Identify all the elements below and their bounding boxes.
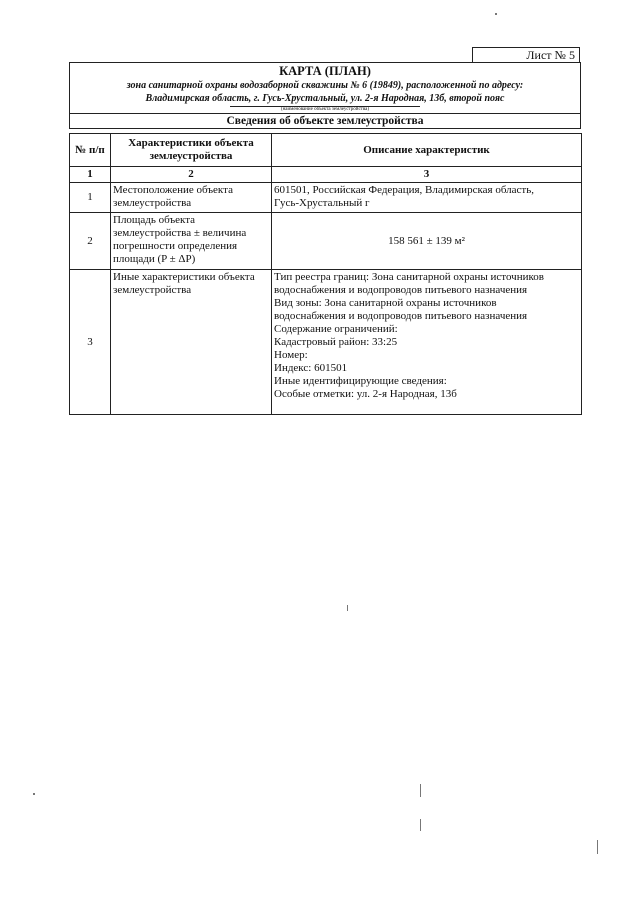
description-line: 601501, Российская Федерация, Владимирская область,	[274, 184, 534, 196]
object-caption: (наименование объекта землеустройства)	[230, 106, 420, 113]
col-header-num: № п/п	[70, 134, 111, 167]
row-description	[272, 183, 582, 213]
col-number-1: 1	[70, 167, 111, 183]
scan-mark	[420, 819, 421, 831]
table-header-row	[70, 134, 582, 167]
description-line: Особые отметки: ул. 2-я Народная, 13б	[274, 388, 457, 400]
section-title: Сведения об объекте землеустройства	[70, 113, 580, 128]
table-row	[70, 270, 582, 415]
description-line: Иные идентифицирующие сведения:	[274, 375, 447, 387]
description-line: Содержание ограничений:	[274, 323, 398, 335]
description-line: Кадастровый район: 33:25	[274, 336, 398, 348]
description-line: Тип реестра границ: Зона санитарной охраны источников	[274, 271, 544, 283]
document-header	[69, 62, 581, 129]
col-number-2: 2	[111, 167, 272, 183]
col-header-characteristic: Характеристики объекта землеустройства	[111, 134, 272, 167]
info-table	[69, 133, 582, 415]
description-line: 158 561 ± 139 м²	[388, 234, 465, 247]
row-number: 2	[70, 213, 111, 270]
row-characteristic: Местоположение объекта землеустройства	[111, 183, 272, 213]
table-row	[70, 213, 582, 270]
document-subtitle-line2: Владимирская область, г. Гусь-Хрустальный, ул. 2-я Народная, 13б, второй пояс	[145, 93, 505, 104]
col-header-description: Описание характеристик	[272, 134, 582, 167]
row-description	[272, 213, 582, 270]
col-number-3: 3	[272, 167, 582, 183]
row-number: 1	[70, 183, 111, 213]
table-colnum-row	[70, 167, 582, 183]
row-characteristic: Иные характеристики объекта землеустройства	[111, 270, 272, 415]
document-subtitle-line1: зона санитарной охраны водозаборной скважины № 6 (19849), расположенной по адресу:	[126, 80, 524, 91]
description-line: Вид зоны: Зона санитарной охраны источников	[274, 297, 497, 309]
description-line: Гусь-Хрустальный г	[274, 197, 370, 209]
description-line: Номер:	[274, 349, 308, 361]
scan-mark	[597, 840, 598, 854]
row-number: 3	[70, 270, 111, 415]
row-description	[272, 270, 582, 415]
description-line: Индекс: 601501	[274, 362, 348, 374]
row-characteristic: Площадь объекта землеустройства ± величина погрешности определения площади (P ± ΔP)	[111, 213, 272, 270]
table-row	[70, 183, 582, 213]
scan-mark	[495, 13, 497, 15]
scan-mark	[347, 605, 348, 611]
description-line: водоснабжения и водопроводов питьевого назначения	[274, 284, 528, 296]
description-line: водоснабжения и водопроводов питьевого назначения	[274, 310, 528, 322]
scan-mark	[33, 793, 35, 795]
sheet-number: Лист № 5	[472, 47, 580, 62]
document-title: КАРТА (ПЛАН)	[279, 64, 371, 78]
scan-mark	[420, 784, 421, 797]
